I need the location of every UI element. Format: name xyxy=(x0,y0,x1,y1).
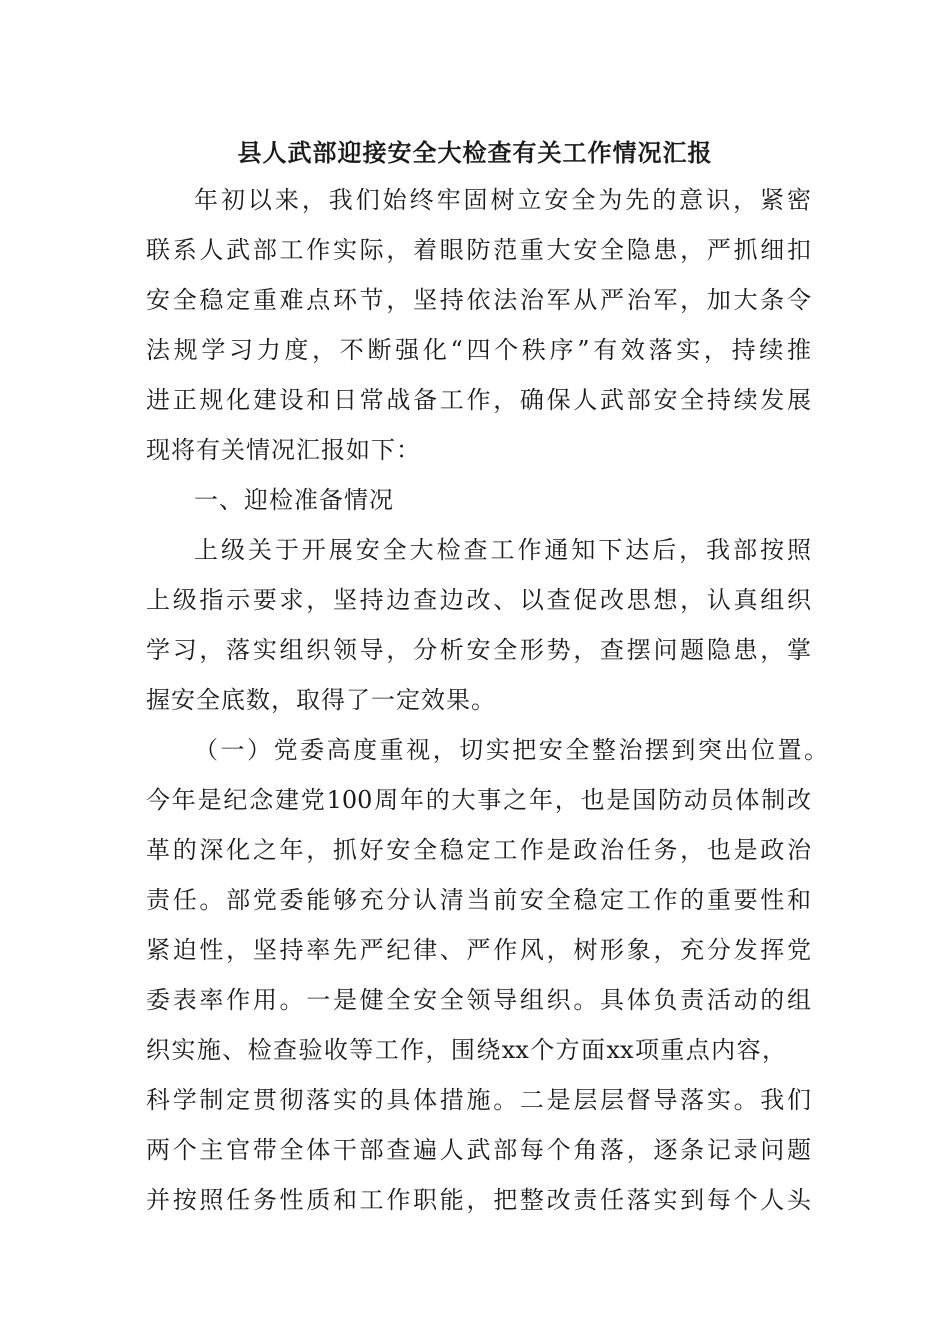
subsection-heading: （一）党委高度重视，切实把安全整治摆到突出位置。 xyxy=(194,736,828,764)
paragraph-line: 织实施、检查验收等工作，围绕xx个方面xx项重点内容， xyxy=(146,1036,786,1064)
paragraph-line: 革的深化之年，抓好安全稳定工作是政治任务，也是政治 xyxy=(146,836,811,864)
section-heading: 一、迎检准备情况 xyxy=(194,486,394,514)
paragraph-line: 学习，落实组织领导，分析安全形势，查摆问题隐患，掌 xyxy=(146,636,811,664)
paragraph-line: 上级关于开展安全大检查工作通知下达后，我部按照 xyxy=(194,536,811,564)
paragraph-line: 并按照任务性质和工作职能，把整改责任落实到每个人头 xyxy=(146,1186,811,1214)
paragraph-line: 委表率作用。一是健全安全领导组织。具体负责活动的组 xyxy=(146,986,811,1014)
paragraph-line: 握安全底数，取得了一定效果。 xyxy=(146,686,496,714)
paragraph-line: 进正规化建设和日常战备工作，确保人武部安全持续发展 xyxy=(146,386,811,414)
paragraph-line: 联系人武部工作实际，着眼防范重大安全隐患，严抓细扣 xyxy=(146,236,811,264)
paragraph-line: 科学制定贯彻落实的具体措施。二是层层督导落实。我们 xyxy=(146,1086,811,1114)
paragraph-line: 紧迫性，坚持率先严纪律、严作风，树形象，充分发挥党 xyxy=(146,936,811,964)
paragraph-line: 两个主官带全体干部查遍人武部每个角落，逐条记录问题 xyxy=(146,1136,811,1164)
paragraph-line: 年初以来，我们始终牢固树立安全为先的意识，紧密 xyxy=(194,186,811,214)
paragraph-line: 责任。部党委能够充分认清当前安全稳定工作的重要性和 xyxy=(146,886,811,914)
paragraph-line: 今年是纪念建党100周年的大事之年，也是国防动员体制改 xyxy=(146,786,811,814)
paragraph-line: 上级指示要求，坚持边查边改、以查促改思想，认真组织 xyxy=(146,586,811,614)
document-title: 县人武部迎接安全大检查有关工作情况汇报 xyxy=(237,138,713,167)
paragraph-line: 法规学习力度，不断强化“四个秩序”有效落实，持续推 xyxy=(146,336,811,364)
paragraph-line: 现将有关情况汇报如下： xyxy=(146,436,421,464)
paragraph-line: 安全稳定重难点环节，坚持依法治军从严治军，加大条令 xyxy=(146,286,811,314)
